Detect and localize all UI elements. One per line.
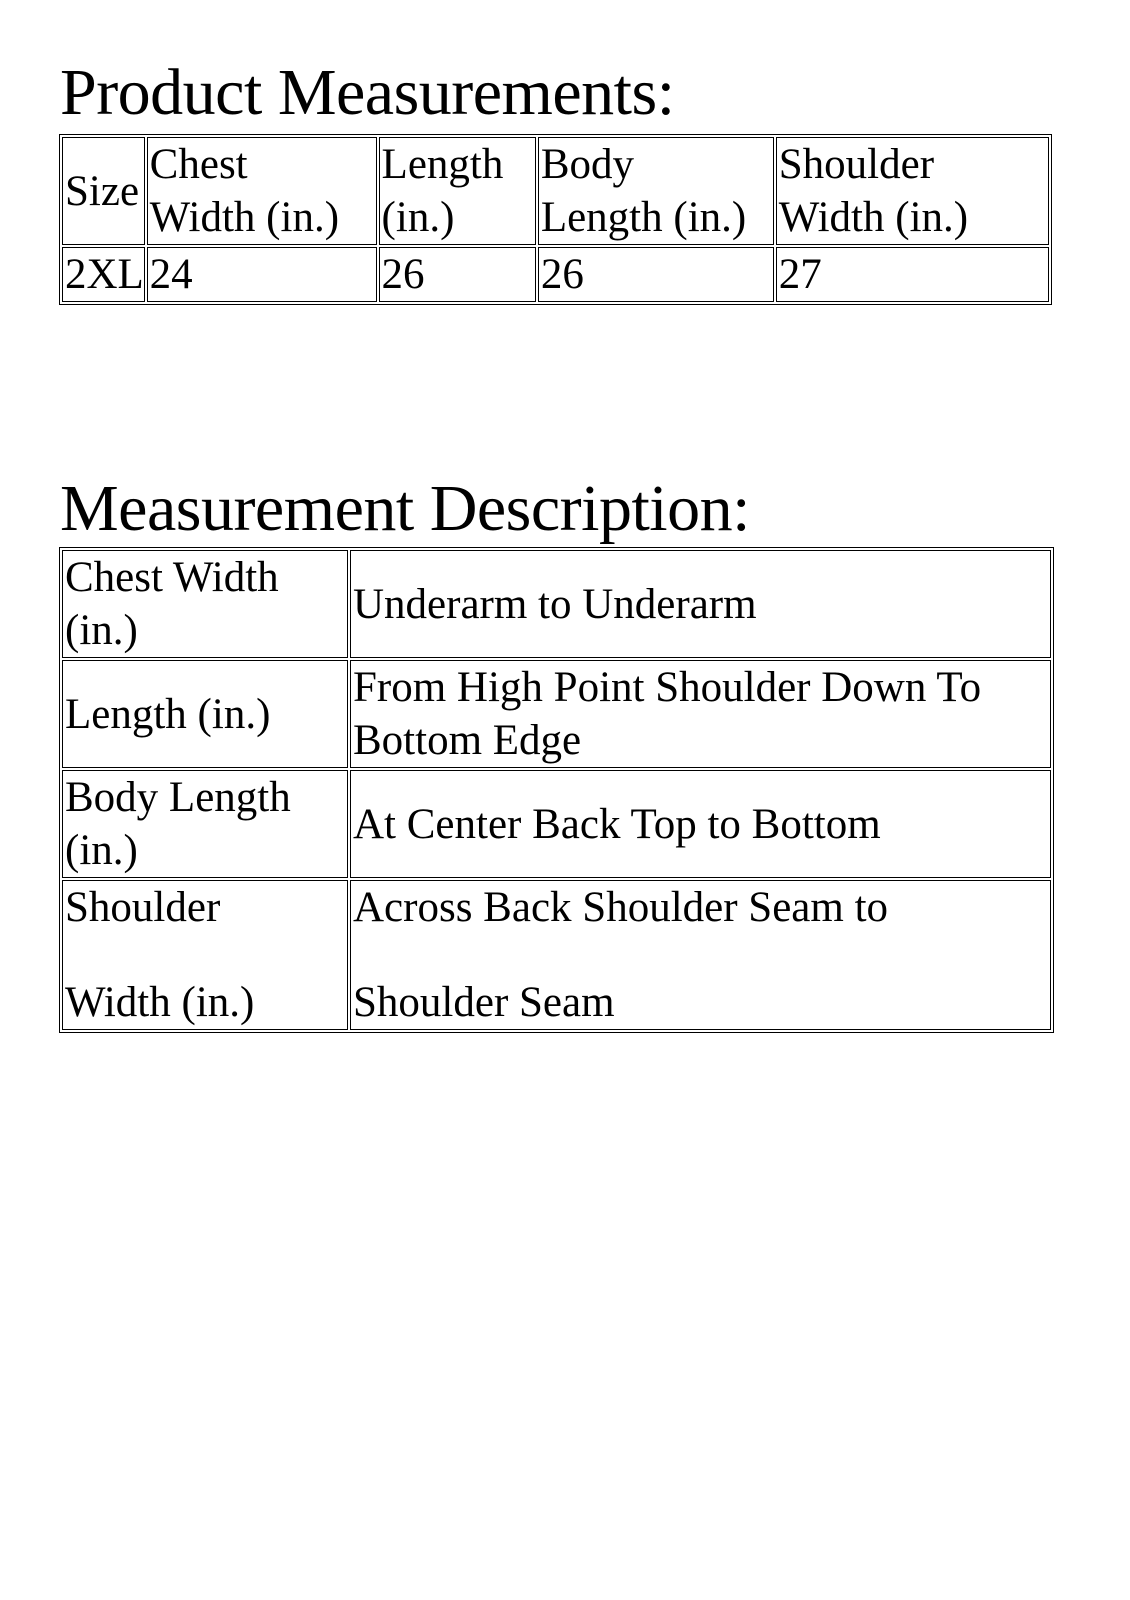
- header-cell-chest-width: Chest Width (in.): [147, 137, 377, 245]
- table-header-row: [62, 137, 1049, 245]
- cell-size-value: 2XL: [62, 247, 145, 302]
- description-cell: Across Back Shoulder Seam to Shoulder Seam: [350, 880, 1051, 1030]
- product-measurements-title: Product Measurements:: [60, 56, 675, 129]
- table-row: [62, 660, 1051, 768]
- table-row: [62, 770, 1051, 878]
- header-cell-shoulder-width: Shoulder Width (in.): [776, 137, 1049, 245]
- cell-body-length-value: 26: [538, 247, 774, 302]
- description-cell: Underarm to Underarm: [350, 550, 1051, 658]
- table-row: [62, 550, 1051, 658]
- term-cell: Length (in.): [62, 660, 348, 768]
- cell-chest-width-value: 24: [147, 247, 377, 302]
- description-cell: From High Point Shoulder Down To Bottom Edge: [350, 660, 1051, 768]
- term-cell: Chest Width (in.): [62, 550, 348, 658]
- product-measurements-table: [59, 134, 1052, 305]
- cell-shoulder-width-value: 27: [776, 247, 1049, 302]
- term-cell: Body Length (in.): [62, 770, 348, 878]
- table-row: [62, 880, 1051, 1030]
- cell-length-value: 26: [379, 247, 536, 302]
- header-cell-body-length: Body Length (in.): [538, 137, 774, 245]
- header-cell-size: Size: [62, 137, 145, 245]
- measurement-description-title: Measurement Description:: [60, 472, 750, 545]
- measurement-description-table: [59, 547, 1054, 1033]
- table-row: [62, 247, 1049, 302]
- header-cell-length: Length (in.): [379, 137, 536, 245]
- description-cell: At Center Back Top to Bottom: [350, 770, 1051, 878]
- term-cell: Shoulder Width (in.): [62, 880, 348, 1030]
